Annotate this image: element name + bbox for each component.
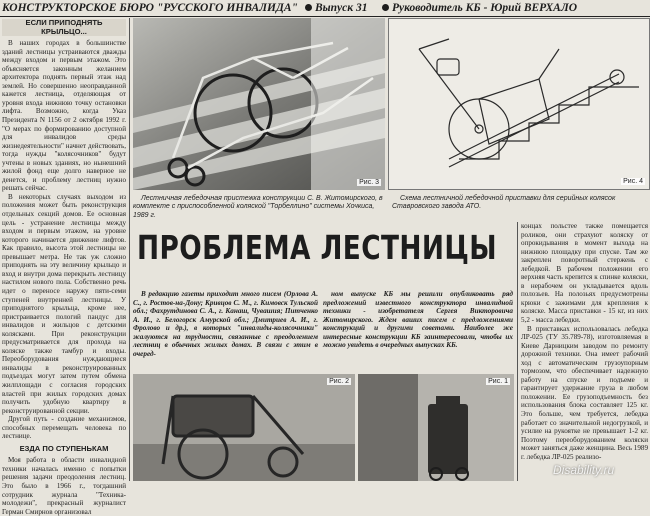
paragraph: В некоторых случаях выходом из положения может быть реконструкция отдельных секций домов. Ее основная цель - устранение лестницы между входом и первым этажом, на уровне которого начинается движение лифтов. Как правило, высота этой лестницы не превышает метра. Не так уж сложно приподнять на эту величину крыльцо и вход и внутри дома перекрыть лестницу настилом нового пола. Собственно речь идет о переносе наружу пяти-семи ступеней внутренней лестницы. У приподнятого крыльца, кроме нее, пристраивается пологий пандус для инвалидов и жильцов с детскими колясками. При реконструкции предусматривается для прохода на коляске также тамбур и входы. Переоборудования нуждающиеся инвалиды в реконструированных подъездах могут затем путем обмена жилплощади с согласия городских властей при жилых городских домах получить удобную квартиру в реконструированной секции. [2,192,126,415]
paragraph: В приставках использовалась лебедка ЛР-025 (ТУ 35.789-78), изготовляемая в Киеве Дарницким заводом по ремонту дорожной техники. Она имеет рабочий ход с автоматическим грузоупорным тормозом, что обеспечивает надежную работу на спуске и подъеме и гарантирует удержание груза в любом положении. Ее грузоподъемность без использования блока составляет 125 кг. Это больше, чем требуется, лебедка работает со значительной недогрузкой, и усилие на рукоятке не превышает 1-2 кг. Поэтому переоборудованием коляски может заняться даже женщина. Весь 1989 г. лебедка ЛР-025 реализо- [521,324,648,461]
stair-attachment-schematic [389,19,649,189]
figure-4-caption: Схема лестничной лебедочной приставки для серийных колясок Ставровского завода АТО. [392,195,616,211]
intro-right: ном выпуске КБ мы решили опубликовать ряд предложений известного конструктора инвалидной техники - изобретателя Сергея Викторовича Житомирского. Ждем ваших писем с предложениями конструкций и другими советами. Наиболее же интересные конструкции КБ заинтересовали, чтобы их можно увидеть в очередных выпусках КБ. [323,290,513,350]
issue-number: Выпуск 31 [315,2,368,14]
article-title: ПРОБЛЕМА ЛЕСТНИЦЫ [137,228,498,267]
figure-label: Рис. 3 [359,179,379,186]
paragraph: концах польстее также помещается роликов, они страхуют коляску от опрокидывания в момент выхода на нижнюю площадку при спуске. Там же закреплен поворотный стержень с лебедкой. В рабочем положении его верхняя часть крепится к спинке коляски, в нерабочем он укладывается вдоль полозьев. На полозьях предусмотрены крюки с зажимами для крепления к коляске. Масса приставки - 15 кг, из них 5,2 - масса лебедки. [521,222,648,325]
paragraph: В наших городах в большинстве зданий лестницы устраиваются дважды между входом и первым этажом. Это объясняется законным желанием архитектора поднять первый этаж над землей. Но совершенно неоправданной кажется лестница, отделяющая от уровня входа нижнюю точку остановки лифта. Возможно, когда Указ Президента N 1156 от 2 октября 1992 г. "О мерах по формированию доступной для инвалидов среды жизнедеятельности" начнет действовать, тогда нужды "колясочников" будут учтены в новых зданиях, но нынешний жилой фонд еще долго наверное не денется, и проблему лестниц нужно решать сейчас. [2,39,126,193]
figure-label: Рис. 2 [329,378,349,385]
figure-label: Рис. 1 [488,378,508,385]
column-divider [129,18,130,481]
section-heading: ЕЗДА ПО СТУПЕНЬКАМ [19,443,109,453]
bullet-icon [305,4,312,11]
bureau-head: Руководитель КБ - Юрий ВЕРХАЛО [392,2,578,14]
column-divider [517,222,518,481]
newspaper-header [0,0,650,17]
figure-2-photo [133,374,355,481]
figure-4-drawing [388,18,650,190]
paragraph: Другой путь - создание механизмов, способных перемещать человека по лестнице. [2,415,126,441]
intro-left: В редакцию газеты приходит много писем (Орлова А. С., г. Ростов-на-Дону; Кривцов С. М., г. Кимовск Тульской обл.; Фахрутдинова С. А., г. Канаш, Чувашия; Питченко А. И., г. Белогорск Амурской обл.; Дмитриев А. И., г. Фролово и др.), в которых "инвалиды-колясочники" жалуются на трудности, связанные с преодолением лестниц в обычных жилых домах. В связи с этим в очеред- [133,290,318,358]
bureau-name: КОНСТРУКТОРСКОЕ БЮРО "РУССКОГО ИНВАЛИДА" [2,2,298,14]
bullet-icon [382,4,389,11]
section-heading: ЕСЛИ ПРИПОДНЯТЬ КРЫЛЬЦО... [2,19,126,36]
left-column [2,18,126,516]
wheelchair-on-stairs-photo [133,18,385,190]
stair-climbing-device-photo [358,374,514,481]
figure-1-photo [358,374,514,481]
figure-3-caption: Лестничная лебедочная пристежка конструкции С. В. Житомирского, в комплекте с приспособленной коляской "Торбеллино" системы Хочкиса, 1989 г. [133,195,383,219]
right-column [521,222,648,481]
figure-label: Рис. 4 [623,178,643,185]
folding-wheelchair-photo [133,374,355,481]
figure-3-photo [133,18,385,190]
site-watermark: Disability.ru [553,463,615,477]
paragraph: Моя работа в области инвалидной техники началась именно с попытки решения задачи преодоления лестниц. Это было в 1966 г., тогдашний сотрудник журнала "Техника-молодежи", прекрасный журналист Герман Смирнов организовал [2,456,126,516]
